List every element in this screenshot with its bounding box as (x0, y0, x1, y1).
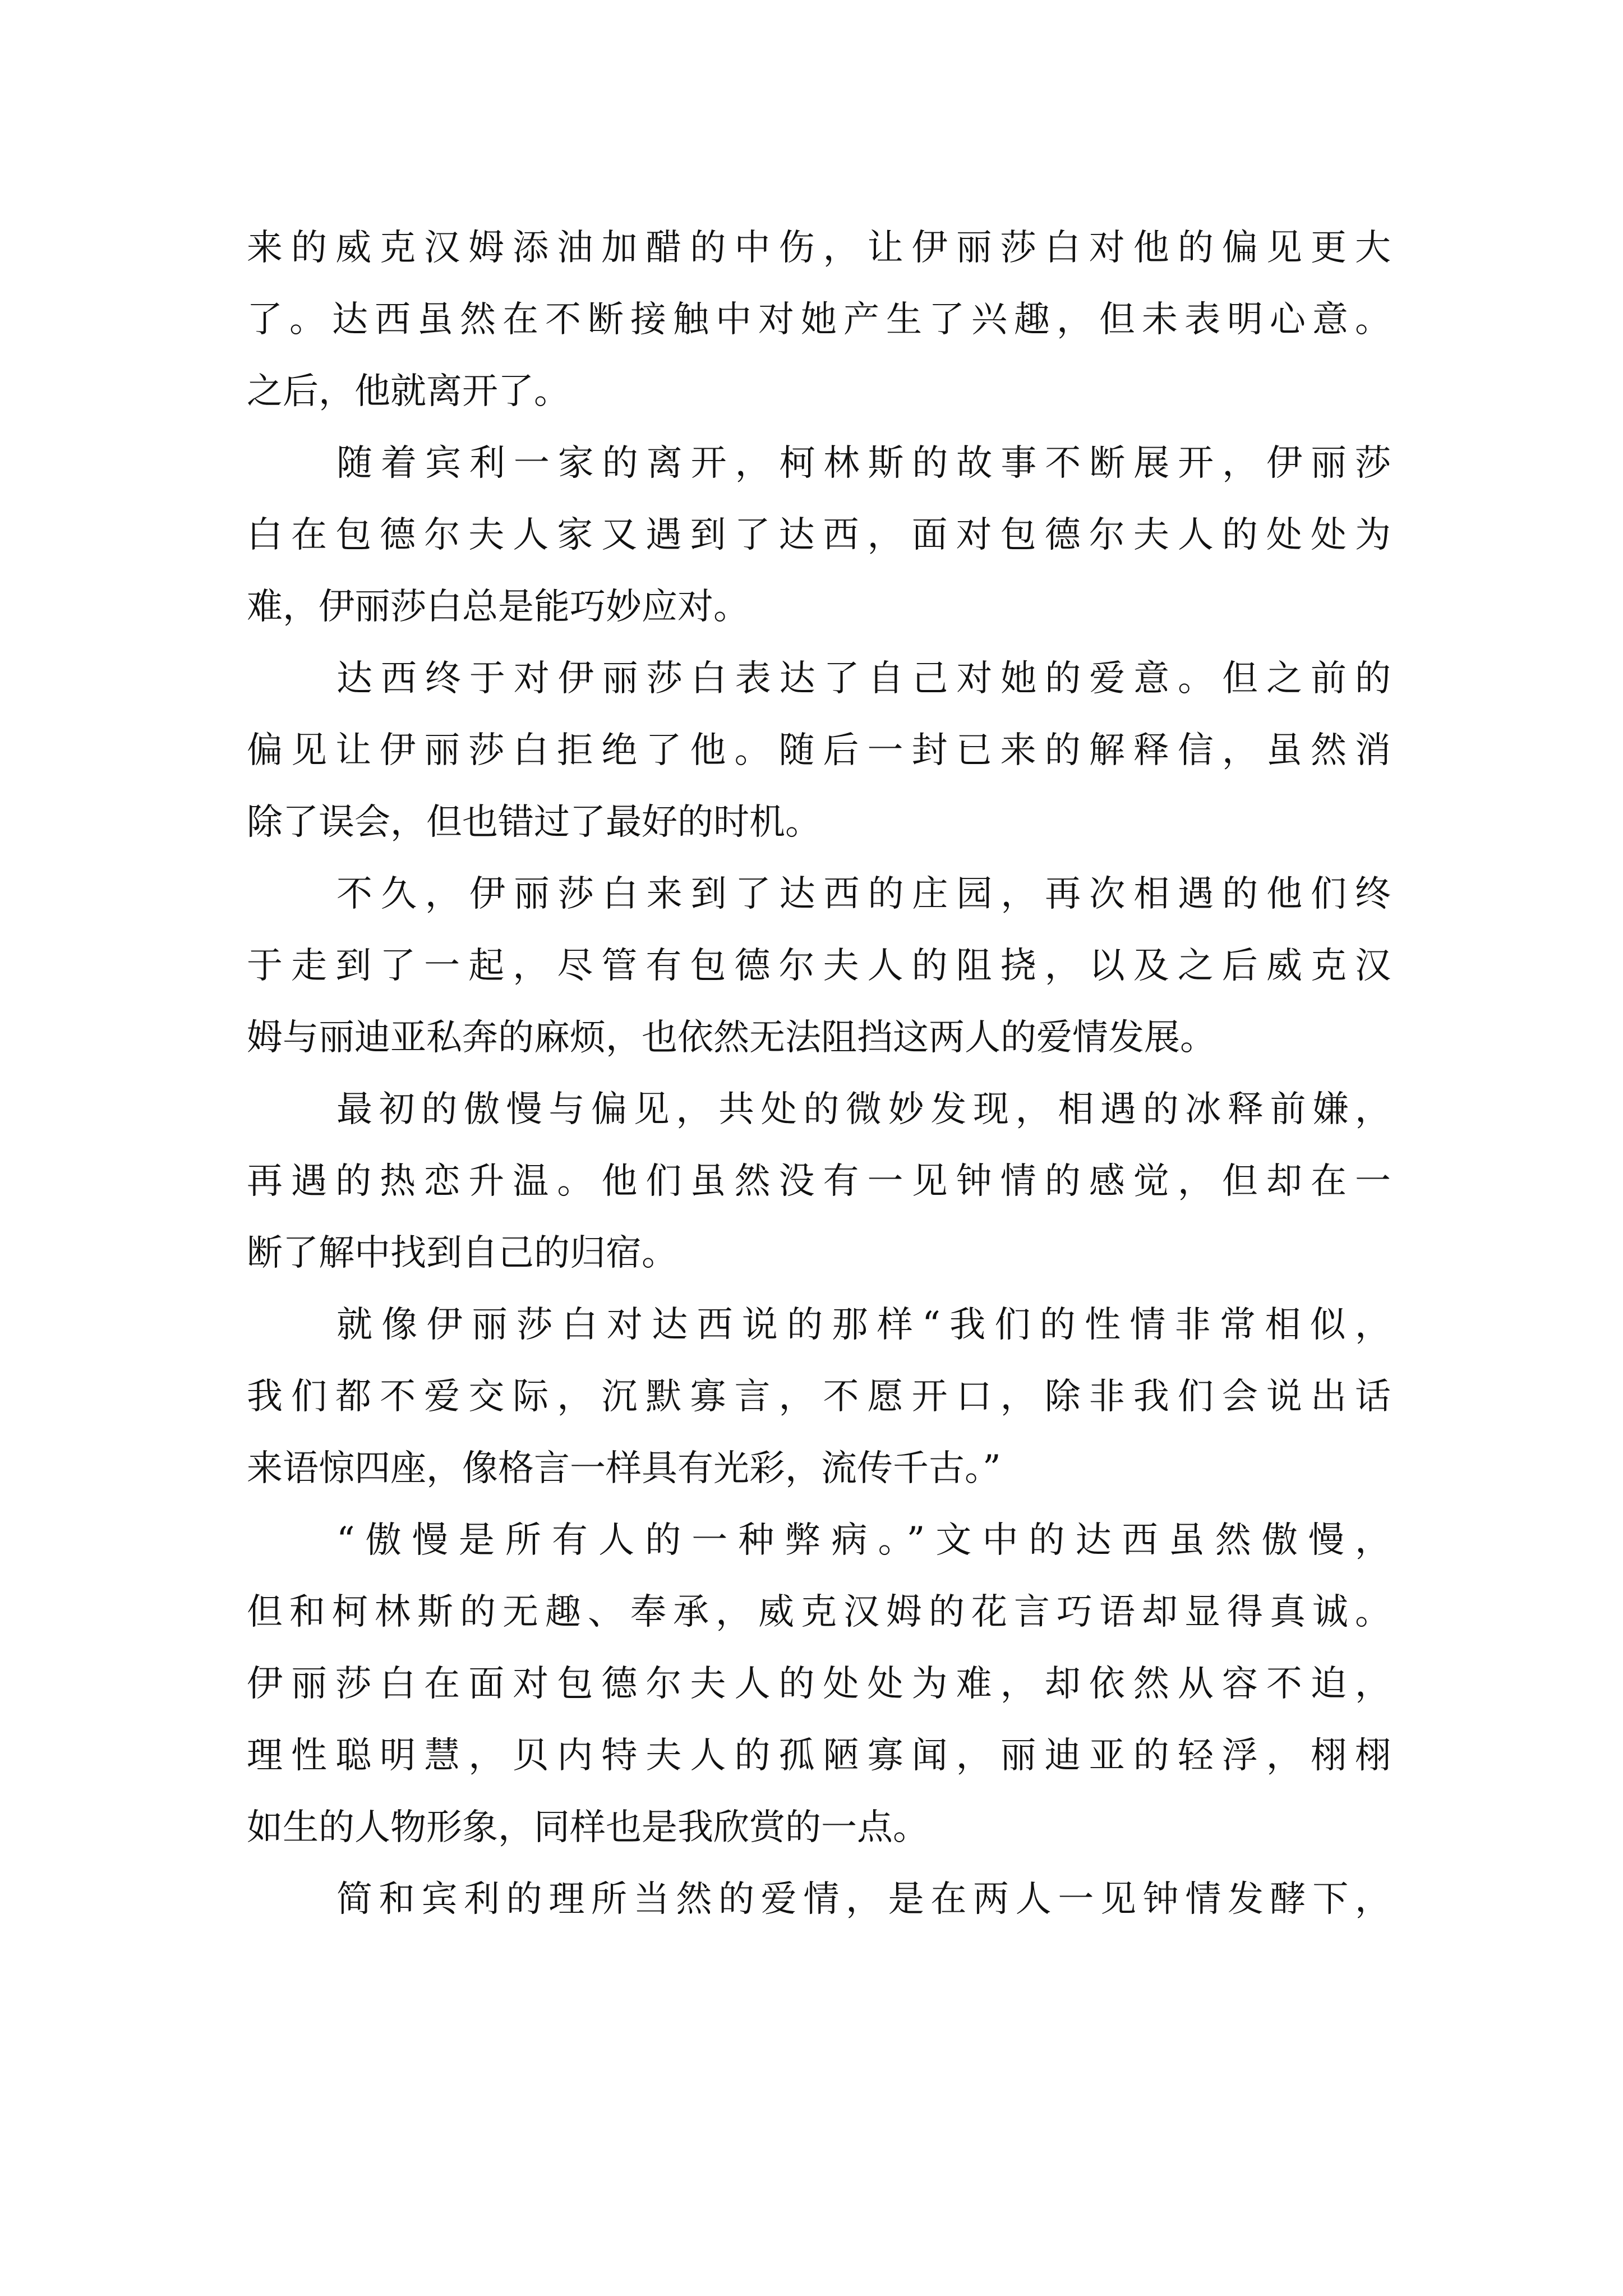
text-line: 来语惊四座，像格言一样具有光彩，流传千古。” (247, 1448, 1001, 1489)
text-line: 我们都不爱交际，沉默寡言，不愿开口，除非我们会说出话 (247, 1376, 1391, 1418)
paragraph (247, 1864, 1391, 1935)
paragraph (247, 1074, 1391, 1289)
text-line: 白在包德尔夫人家又遇到了达西，面对包德尔夫人的处处为 (247, 514, 1391, 556)
text-line: 如生的人物形象，同样也是我欣赏的一点。 (247, 1807, 929, 1848)
paragraph (247, 1289, 1391, 1504)
text-line: “傲慢是所有人的一种弊病。”文中的达西虽然傲慢， (336, 1520, 1391, 1561)
paragraph (247, 858, 1391, 1074)
text-line: 来的威克汉姆添油加醋的中伤，让伊丽莎白对他的偏见更大 (247, 227, 1391, 269)
text-line: 不久，伊丽莎白来到了达西的庄园，再次相遇的他们终 (336, 873, 1391, 915)
body-text (247, 212, 1391, 1935)
text-line: 理性聪明慧，贝内特夫人的孤陋寡闻，丽迪亚的轻浮，栩栩 (247, 1735, 1391, 1777)
text-line: 伊丽莎白在面对包德尔夫人的处处为难，却依然从容不迫， (247, 1663, 1391, 1705)
text-line: 偏见让伊丽莎白拒绝了他。随后一封已来的解释信，虽然消 (247, 730, 1391, 771)
paragraph (247, 212, 1391, 427)
paragraph (247, 643, 1391, 858)
text-line: 随着宾利一家的离开，柯林斯的故事不断展开，伊丽莎 (336, 443, 1391, 484)
text-line: 达西终于对伊丽莎白表达了自己对她的爱意。但之前的 (336, 658, 1391, 700)
text-line: 就像伊丽莎白对达西说的那样“我们的性情非常相似， (336, 1304, 1391, 1346)
text-line: 但和柯林斯的无趣、奉承，威克汉姆的花言巧语却显得真诚。 (247, 1591, 1391, 1633)
text-line: 姆与丽迪亚私奔的麻烦，也依然无法阻挡这两人的爱情发展。 (247, 1017, 1216, 1059)
text-line: 断了解中找到自己的归宿。 (247, 1232, 677, 1274)
text-line: 简和宾利的理所当然的爱情，是在两人一见钟情发酵下， (336, 1879, 1391, 1920)
text-line: 之后，他就离开了。 (247, 371, 570, 412)
text-line: 于走到了一起，尽管有包德尔夫人的阻挠，以及之后威克汉 (247, 945, 1391, 987)
paragraph (247, 1504, 1391, 1864)
text-line: 除了误会，但也错过了最好的时机。 (247, 802, 821, 843)
text-line: 难，伊丽莎白总是能巧妙应对。 (247, 586, 749, 628)
text-line: 了。达西虽然在不断接触中对她产生了兴趣，但未表明心意。 (247, 299, 1391, 341)
paragraph (247, 427, 1391, 643)
text-line: 最初的傲慢与偏见，共处的微妙发现，相遇的冰释前嫌， (336, 1089, 1391, 1130)
text-line: 再遇的热恋升温。他们虽然没有一见钟情的感觉，但却在一 (247, 1161, 1391, 1202)
